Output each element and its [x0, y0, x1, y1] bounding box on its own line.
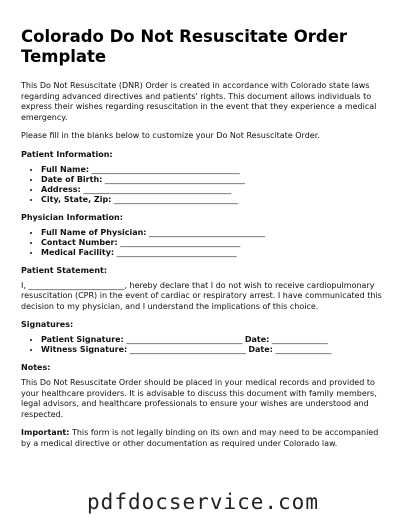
date-label: Date: [244, 335, 270, 344]
field-label: Contact Number: [41, 237, 118, 247]
patient-section [21, 150, 385, 205]
patient-city-state-zip-field[interactable] [41, 195, 385, 205]
signatures-section [21, 320, 385, 355]
date-label: Date: [248, 345, 273, 354]
signatures-heading: Signatures: [21, 320, 74, 329]
patient-heading: Patient Information: [21, 149, 113, 159]
field-label: Date of Birth: [41, 174, 103, 184]
blank-line: ___________________________________ [104, 174, 245, 184]
field-label: Address: [41, 184, 81, 194]
notes-heading: Notes: [21, 363, 51, 372]
notes-paragraph: This Do Not Resuscitate Order should be placed in your medical records and provided to your healthcare providers. It is advisable to discuss this document with family members, legal advisors, and healthcare professionals to ensure your wishes are understood and respected. [21, 378, 377, 419]
blank-line: ______________________________ [120, 237, 241, 247]
date-blank-line: ______________ [275, 345, 332, 354]
statement-section [21, 266, 385, 313]
patient-address-field[interactable] [41, 185, 385, 195]
document-title: Colorado Do Not Resuscitate Order Template [21, 27, 348, 66]
blank-line: _____________________________ [149, 227, 266, 237]
blank-line: _______________________________ [113, 194, 238, 204]
important-text: This form is not legally binding on its own and may need to be accompanied by a medical directive or other documentation as required under Colorado law. [21, 428, 379, 448]
patient-fields-list [21, 165, 385, 205]
blank-line: _____________________________ [126, 335, 243, 344]
statement-heading: Patient Statement: [21, 265, 108, 275]
patient-signature-field[interactable] [41, 335, 385, 345]
signatures-list [21, 335, 385, 355]
patient-full-name-field[interactable] [41, 165, 385, 175]
important-label: Important: [21, 428, 70, 437]
statement-paragraph: I, ________________________, hereby declare that I do not wish to receive cardiopulmonary resuscitation (CPR) in the event of cardiac or respiratory arrest. I have communicated this decision to my physician, and I understand the implications of this choice. [21, 280, 382, 311]
blank-line: _____________________________________ [83, 184, 232, 194]
field-label: Medical Facility: [41, 247, 115, 257]
instructions-paragraph: Please fill in the blanks below to customize your Do Not Resuscitate Order. [21, 131, 320, 140]
blank-line: _____________________________________ [91, 164, 240, 174]
physician-name-field[interactable] [41, 228, 385, 238]
important-paragraph [21, 428, 385, 449]
physician-section [21, 213, 385, 258]
date-blank-line: ______________ [271, 335, 328, 344]
physician-fields-list [21, 228, 385, 258]
blank-line: ______________________________ [116, 247, 237, 257]
watermark-text: pdfdocservice.com [87, 490, 319, 514]
field-label: City, State, Zip: [41, 194, 112, 204]
field-label: Full Name of Physician: [41, 227, 147, 237]
witness-signature-field[interactable] [41, 345, 385, 355]
physician-facility-field[interactable] [41, 248, 385, 258]
field-label: Full Name: [41, 164, 90, 174]
physician-contact-field[interactable] [41, 238, 385, 248]
intro-paragraph: This Do Not Resuscitate (DNR) Order is created in accordance with Colorado state laws regarding advanced directives and patients' rights. This document allows individuals to express their wishes regarding resuscitation in the event that they experience a medical emergency. [21, 81, 377, 122]
notes-section [21, 363, 385, 449]
field-label: Patient Signature: [41, 335, 124, 344]
physician-heading: Physician Information: [21, 212, 123, 222]
field-label: Witness Signature: [41, 345, 128, 354]
blank-line: _____________________________ [129, 345, 246, 354]
patient-dob-field[interactable] [41, 175, 385, 185]
document-page [21, 27, 385, 457]
